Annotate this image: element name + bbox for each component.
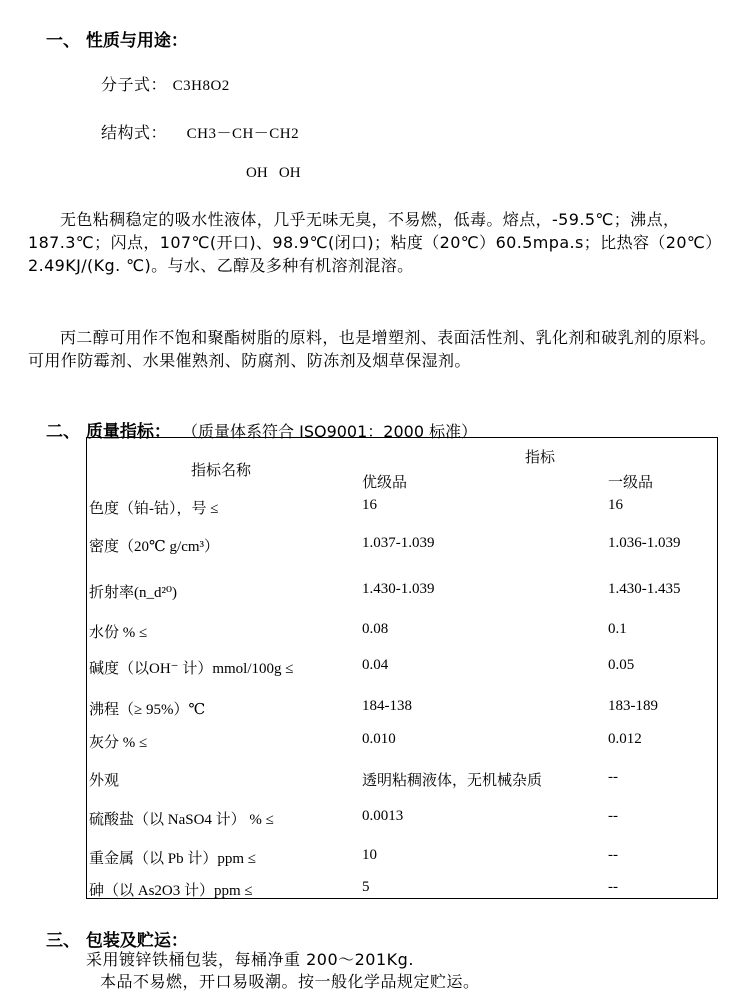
structure-formula: CH3－CH－CH2 (186, 126, 300, 142)
row-excellent-value: 0.08 (362, 621, 389, 637)
structure-label: 结构式： (101, 123, 168, 142)
row-name: 密度（20℃ g/cm³） (89, 539, 220, 555)
usage-paragraph: 丙二醇可用作不饱和聚酯树脂的原料，也是增塑剂、表面活性剂、乳化剂和破乳剂的原料。可用作防霉剂、水果催熟剂、防腐剂、防冻剂及烟草保湿剂。 (28, 328, 717, 370)
row-first-grade-value: -- (608, 769, 618, 785)
row-first-grade-value: 1.036-1.039 (608, 535, 681, 551)
row-excellent-value: 0.0013 (362, 808, 404, 824)
formula-value: C3H8O2 (172, 78, 230, 94)
header-first-grade: 一级品 (608, 475, 654, 491)
row-first-grade-value: -- (608, 879, 618, 895)
row-first-grade-value: 0.05 (608, 657, 635, 673)
storage-line: 本品不易燃，开口易吸潮。按一般化学品规定贮运。 (100, 972, 480, 991)
row-name: 砷（以 As2O3 计）ppm ≤ (89, 883, 253, 899)
formula-row (101, 72, 230, 95)
section1-heading: 一、 性质与用途： (46, 31, 188, 51)
row-excellent-value: 16 (362, 497, 377, 513)
quality-standard-note: （质量体系符合 ISO9001：2000 标准） (182, 422, 478, 441)
property-paragraph: 无色粘稠稳定的吸水性液体，几乎无味无臭，不易燃，低毒。熔点，-59.5℃；沸点，187.3℃；闪点，107℃(开口)、98.9℃(闭口)；粘度（20℃）60.5mpa.s；比热容（20℃）2.49KJ/(Kg. ℃)。与水、乙醇及多种有机溶剂混溶。 (28, 210, 714, 275)
structure-row (101, 120, 299, 143)
row-name: 碱度（以OH⁻ 计）mmol/100g ≤ (89, 661, 294, 677)
header-indicator-name: 指标名称 (191, 463, 252, 479)
section3-heading: 三、 包装及贮运： (46, 931, 188, 951)
structure-hydroxyls: OH OH (246, 165, 301, 181)
header-indicator: 指标 (525, 450, 556, 466)
row-excellent-value: 0.010 (362, 731, 396, 747)
row-first-grade-value: 0.1 (608, 621, 627, 637)
row-excellent-value: 10 (362, 847, 377, 863)
row-first-grade-value: 183-189 (608, 698, 658, 714)
row-excellent-value: 透明粘稠液体，无机械杂质 (362, 773, 543, 789)
row-name: 硫酸盐（以 NaSO4 计） % ≤ (89, 812, 274, 828)
row-first-grade-value: -- (608, 808, 618, 824)
row-name: 灰分 % ≤ (89, 735, 148, 751)
quality-table (86, 437, 718, 899)
row-name: 折射率(n_d²⁰) (89, 585, 178, 601)
packaging-line: 采用镀锌铁桶包装，每桶净重 200～201Kg. (86, 950, 414, 969)
row-name: 沸程（≥ 95%）℃ (89, 702, 206, 718)
row-excellent-value: 5 (362, 879, 370, 895)
row-name: 重金属（以 Pb 计）ppm ≤ (89, 851, 256, 867)
row-first-grade-value: 16 (608, 497, 623, 513)
header-excellent: 优级品 (362, 475, 408, 491)
section2-heading: 二、 质量指标： (46, 422, 171, 442)
row-excellent-value: 1.430-1.039 (362, 581, 435, 597)
row-name: 水份 % ≤ (89, 625, 148, 641)
row-first-grade-value: -- (608, 847, 618, 863)
row-name: 色度（铂-钴），号 ≤ (89, 501, 219, 517)
row-name: 外观 (89, 773, 120, 789)
row-first-grade-value: 1.430-1.435 (608, 581, 681, 597)
row-excellent-value: 184-138 (362, 698, 412, 714)
row-first-grade-value: 0.012 (608, 731, 642, 747)
formula-label: 分子式： (101, 75, 168, 94)
row-excellent-value: 1.037-1.039 (362, 535, 435, 551)
row-excellent-value: 0.04 (362, 657, 389, 673)
